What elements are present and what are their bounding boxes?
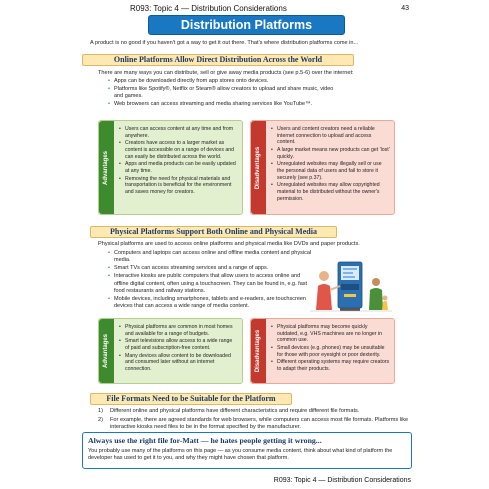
list-item: • Physical platforms are common in most homes and available for a range of budgets. xyxy=(119,324,238,337)
file-format-list xyxy=(98,408,418,433)
list-item: • Users can access content at any time and from anywhere. xyxy=(119,126,238,139)
intro-text: A product is no good if you haven't got a way to get it out there. That's where distribution platforms come in... xyxy=(90,40,359,46)
list-item: • Apps can be downloaded directly from app stores onto devices. xyxy=(108,78,338,85)
disadvantages-label: Disadvantages xyxy=(251,121,266,214)
page-number: 43 xyxy=(401,5,409,12)
list-item: • Small devices (e.g. phones) may be unsuitable for those with poor eyesight or poor dexterity. xyxy=(271,345,390,358)
list-item: • Interactive kiosks are public computers that allow users to access online and offline digital content, often using a touchscreen. They can be found in, e.g. fast food restaurants and railway stations. xyxy=(108,273,313,294)
section1-lead: There are many ways you can distribute, sell or give away media products (see p.5-6) over the internet: xyxy=(98,70,354,76)
list-item: • Users and content creators need a reliable internet connection to upload and access content. xyxy=(271,126,390,146)
list-item: • Many devices allow content to be downloaded and consumed later without an internet connection. xyxy=(119,353,238,373)
list-item: • Mobile devices, including smartphones, tablets and e-readers, are touchscreen devices that can access a wide range of media content. xyxy=(108,296,313,310)
list-item: • Removing the need for physical materials and transportation is beneficial for the environment and saves money for creators. xyxy=(119,176,238,196)
disadvantages-list xyxy=(271,126,390,203)
kiosk-with-people-icon xyxy=(310,258,392,316)
tip-title: Always use the right file for-Matt — he hates people getting it wrong... xyxy=(88,436,322,445)
list-item: • Different operating systems may require creators to adapt their products. xyxy=(271,359,390,372)
disadvantages-list xyxy=(271,324,390,374)
disadvantages-box-online xyxy=(250,120,395,215)
page-footer: R093: Topic 4 — Distribution Considerations xyxy=(273,476,411,484)
section2-lead: Physical platforms are used to access online platforms and physical media like DVDs and paper products. xyxy=(98,241,360,247)
section-heading-physical: Physical Platforms Support Both Online and Physical Media xyxy=(90,226,337,238)
advantages-label: Advantages xyxy=(99,121,114,214)
list-item: • Unregulated websites may illegally sell or use the personal data of users and fail to store it securely (see p.37). xyxy=(271,161,390,181)
disadvantages-label: Disadvantages xyxy=(251,319,266,383)
list-item: 1) Different online and physical platforms have different characteristics and require different file formats. xyxy=(98,408,360,414)
section2-bullets xyxy=(108,250,313,311)
list-item: • Creators have access to a larger market as content is accessible on a range of devices and can easily be distributed across the world. xyxy=(119,140,238,160)
page-title: Distribution Platforms xyxy=(148,15,345,35)
section-heading-online: Online Platforms Allow Direct Distribution Across the World xyxy=(82,54,354,66)
tip-text: You probably use many of the platforms on this page — as you consume media content, think about what kind of platform the developer has used to get it to you, and why they might have chosen that platform. xyxy=(88,448,393,462)
list-item: • Smart TVs can access streaming services and a range of apps. xyxy=(108,265,313,272)
advantages-label: Advantages xyxy=(99,319,114,383)
advantages-box-physical xyxy=(98,318,243,384)
list-item: • A large market means new products can get 'lost' quickly. xyxy=(271,147,390,160)
list-item: • Web browsers can access streaming and media sharing services like YouTube™. xyxy=(108,101,338,108)
disadvantages-box-physical xyxy=(250,318,395,384)
list-item: • Unregulated websites may allow copyrighted material to be distributed without the owner's permission. xyxy=(271,182,390,202)
list-item: • Physical platforms may become quickly outdated, e.g. VHS machines are no longer in common use. xyxy=(271,324,390,344)
advantages-list xyxy=(119,324,238,374)
list-item: • Computers and laptops can access online and offline media content and physical media. xyxy=(108,250,313,264)
section-heading-file-formats: File Formats Need to be Suitable for the Platform xyxy=(90,393,292,405)
tip-box xyxy=(82,432,412,469)
list-item: • Platforms like Spotify®, Netflix or Steam® allow creators to upload and share music, video and games. xyxy=(108,86,338,100)
section1-bullets xyxy=(108,78,338,110)
list-item: • Smart televisions allow access to a wide range of paid and subscription-free content. xyxy=(119,338,238,351)
list-item: • Apps and media products can be easily updated at any time. xyxy=(119,161,238,174)
advantages-box-online xyxy=(98,120,243,215)
running-header: R093: Topic 4 — Distribution Considerations xyxy=(130,4,287,13)
list-item: 2) For example, there are agreed standards for web browsers, while computers can access most file formats. Platforms like interactive kiosks need files to be in the format specified by the manufacturer. xyxy=(98,416,409,431)
advantages-list xyxy=(119,126,238,197)
